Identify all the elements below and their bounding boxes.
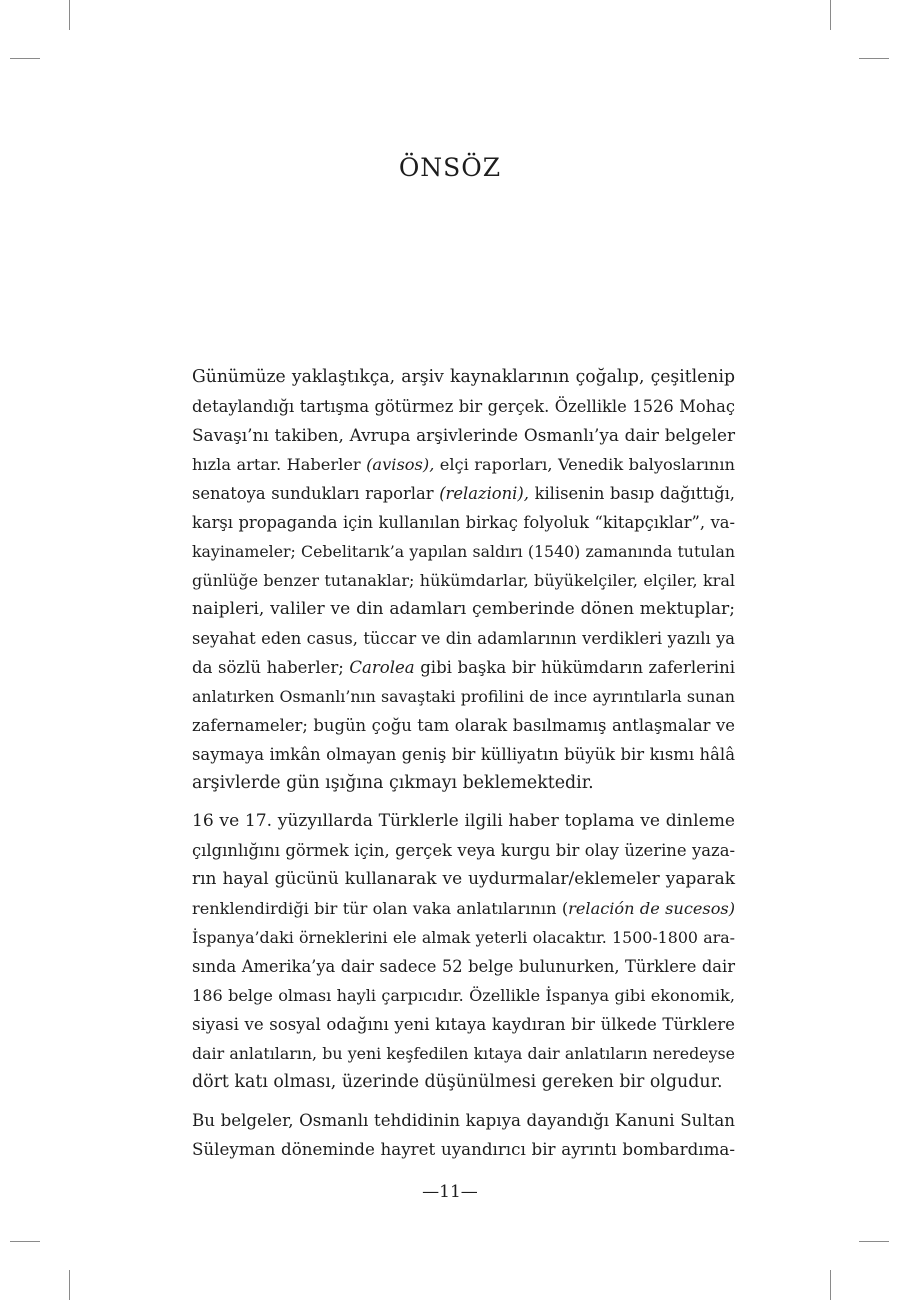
page-title: ÖNSÖZ [398,153,502,182]
text-line: hızla artar. Haberler (avisos), elçi raporları, Venedik balyoslarının [192,455,735,474]
text-line: naipleri, valiler ve din adamları çemberinde dönen mektuplar; [192,599,735,619]
text-line: senatoya sundukları raporlar (relazioni), kilisenin basıp dağıttığı, [192,484,735,503]
text-line: seyahat eden casus, tüccar ve din adamlarının verdikleri yazılı ya [192,629,735,648]
text-line: çılgınlığını görmek için, gerçek veya kurgu bir olay üzerine yaza- [192,841,735,860]
text-line: Günümüze yaklaştıkça, arşiv kaynaklarının çoğalıp, çeşitlenip [192,367,735,387]
text-line: Bu belgeler, Osmanlı tehdidinin kapıya dayandığı Kanuni Sultan [192,1111,735,1130]
italic-term: (relazioni), [439,484,529,503]
text-line: zafernameler; bugün çoğu tam olarak basılmamış antlaşmalar ve [192,716,735,735]
crop-mark-top-left-vertical [69,0,70,30]
text-line: sında Amerika’ya dair sadece 52 belge bulunurken, Türklere dair [192,957,735,976]
text-line: saymaya imkân olmayan geniş bir külliyatın büyük bir kısmı hâlâ [192,745,735,764]
paragraph-3 [166,1106,735,1164]
page-number: —11— [422,1182,478,1202]
text-line: 16 ve 17. yüzyıllarda Türklerle ilgili haber toplama ve dinleme [192,811,735,831]
crop-mark-bottom-right-horizontal [859,1241,889,1242]
paragraph-1 [166,363,735,798]
text-line: rın hayal gücünü kullanarak ve uydurmalar/eklemeler yaparak [192,869,735,889]
text-line: karşı propaganda için kullanılan birkaç folyoluk “kitapçıklar”, va- [192,513,735,532]
text-line: dört katı olması, üzerinde düşünülmesi gereken bir olgudur. [192,1072,723,1092]
text-line: arşivlerde gün ışığına çıkmayı beklemektedir. [192,773,594,793]
text-line: da sözlü haberler; Carolea gibi başka bir hükümdarın zaferlerini [192,658,736,677]
crop-mark-bottom-right-vertical [830,1270,831,1300]
text-line: İspanya’daki örneklerini ele almak yeterli olacaktır. 1500-1800 ara- [192,928,735,947]
text-line: detaylandığı tartışma götürmez bir gerçek. Özellikle 1526 Mohaç [192,397,735,416]
text-line: Savaşı’nı takiben, Avrupa arşivlerinde Osmanlı’ya dair belgeler [192,425,735,445]
italic-term: relación de sucesos) [568,899,735,918]
crop-mark-bottom-left-horizontal [10,1241,40,1242]
crop-mark-top-left-horizontal [10,58,40,59]
text-line: renklendirdiği bir tür olan vaka anlatılarının (relación de sucesos) [192,899,735,918]
text-line: anlatırken Osmanlı’nın savaştaki profilini de ince ayrıntılarla sunan [192,687,735,706]
text-line: siyasi ve sosyal odağını yeni kıtaya kaydıran bir ülkede Türklere [192,1015,735,1034]
text-line: Süleyman döneminde hayret uyandırıcı bir ayrıntı bombardıma- [192,1139,735,1159]
italic-term: (avisos), [366,455,435,474]
text-line: günlüğe benzer tutanaklar; hükümdarlar, büyükelçiler, elçiler, kral [192,571,735,590]
paragraph-2 [166,807,735,1097]
crop-mark-top-right-vertical [830,0,831,30]
text-line: dair anlatıların, bu yeni keşfedilen kıtaya dair anlatıların neredeyse [192,1044,735,1063]
crop-mark-top-right-horizontal [859,58,889,59]
text-line: kayinameler; Cebelitarık’a yapılan saldırı (1540) zamanında tutulan [192,542,735,561]
text-line: 186 belge olması hayli çarpıcıdır. Özellikle İspanya gibi ekonomik, [192,986,735,1005]
crop-mark-bottom-left-vertical [69,1270,70,1300]
italic-term: Carolea [349,658,415,677]
body-text [166,363,735,1164]
